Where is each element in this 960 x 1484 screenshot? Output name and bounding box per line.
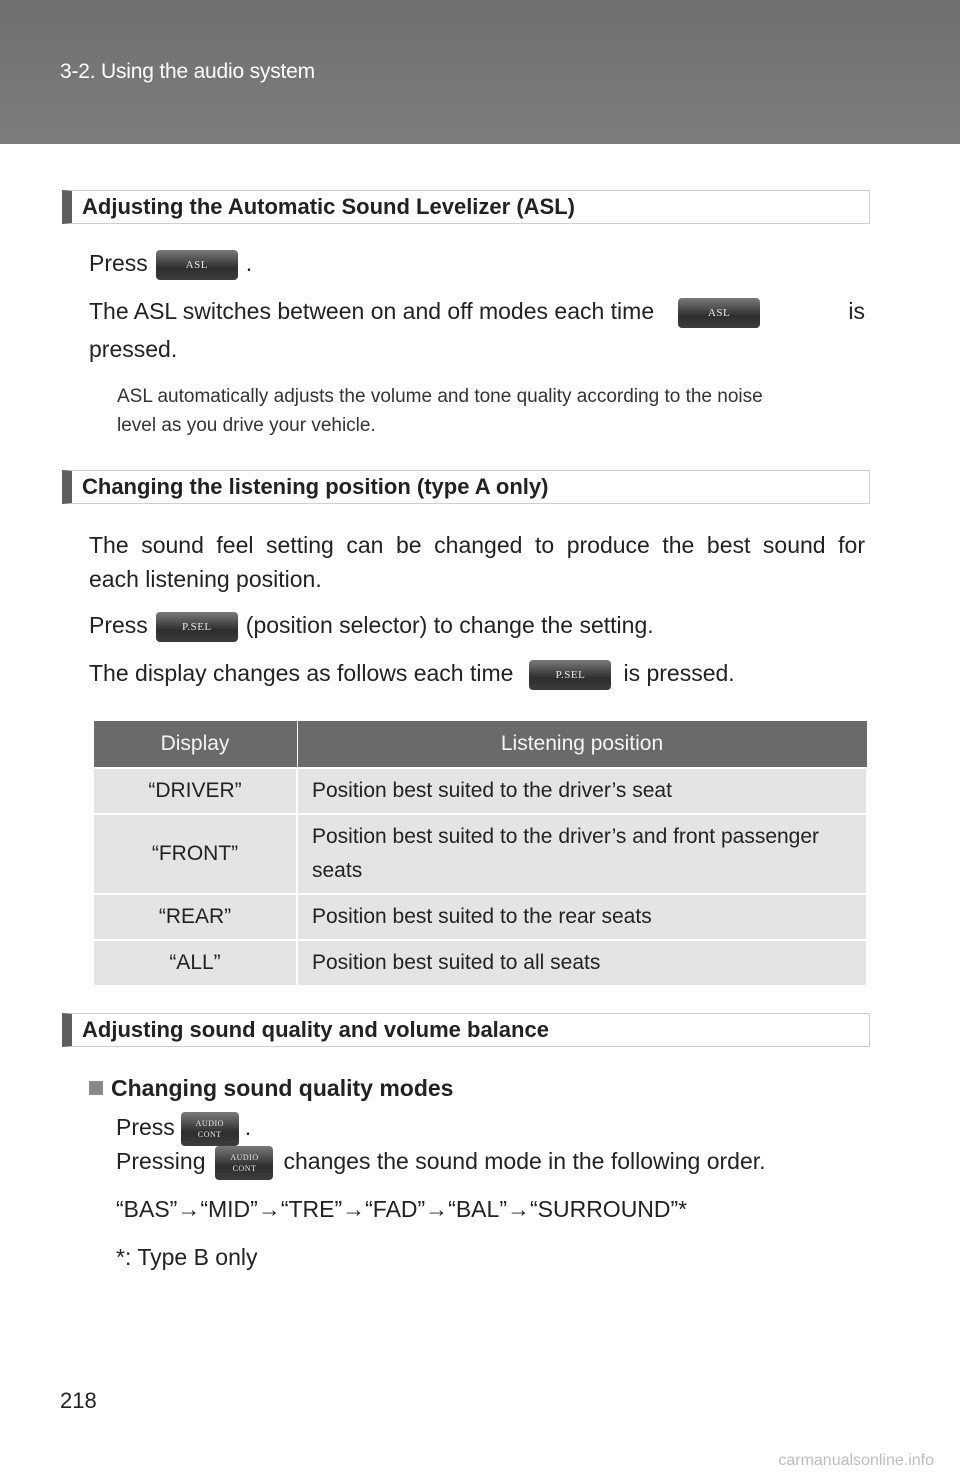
asl-note: ASL automatically adjusts the volume and tone quality according to the noise level as you drive your vehicle. bbox=[117, 386, 763, 436]
asl-button-icon: ASL bbox=[156, 250, 238, 280]
square-bullet-icon bbox=[89, 1081, 103, 1095]
page-number: 218 bbox=[60, 1388, 97, 1413]
table-header-display: Display bbox=[93, 721, 297, 769]
audio-cont-button-icon: AUDIO CONT bbox=[181, 1112, 239, 1146]
psel-button-icon: P.SEL bbox=[529, 660, 611, 690]
asl-section-title: Adjusting the Automatic Sound Levelizer (ASL) bbox=[82, 194, 575, 219]
section-title: 3-2. Using the audio system bbox=[60, 60, 315, 83]
listening-section-heading bbox=[62, 470, 870, 504]
table-header-listening: Listening position bbox=[297, 721, 867, 769]
listening-section-title: Changing the listening position (type A only) bbox=[82, 474, 549, 499]
listening-position-table bbox=[92, 720, 868, 987]
asl-switch-line-end: pressed. bbox=[89, 336, 178, 362]
table-row: “DRIVER” Position best suited to the driver’s seat bbox=[93, 768, 867, 814]
table-row: “FRONT” Position best suited to the driver’s and front passenger seats bbox=[93, 814, 867, 894]
table-row: “ALL” Position best suited to all seats bbox=[93, 940, 867, 986]
header-band bbox=[0, 0, 960, 144]
listening-press-line: Press P.SEL (position selector) to change the setting. bbox=[89, 612, 654, 642]
asl-press-line: Press ASL . bbox=[89, 250, 252, 280]
table-row: “REAR” Position best suited to the rear seats bbox=[93, 894, 867, 940]
footnote: *: Type B only bbox=[116, 1244, 258, 1270]
audio-cont-button-icon: AUDIO CONT bbox=[215, 1146, 273, 1180]
listening-intro-line1: The sound feel setting can be changed to produce the best sound for bbox=[89, 532, 865, 558]
listening-display-line: The display changes as follows each time P.SEL is pressed. bbox=[89, 660, 735, 690]
sound-mode-order: “BAS”→“MID”→“TRE”→“FAD”→“BAL”→“SURROUND”* bbox=[116, 1196, 688, 1222]
asl-section-heading bbox=[62, 190, 870, 224]
watermark: carmanualsonline.info bbox=[778, 1452, 934, 1469]
sound-subheading: Changing sound quality modes bbox=[89, 1075, 453, 1102]
psel-button-icon: P.SEL bbox=[156, 612, 238, 642]
sound-section-heading bbox=[62, 1013, 870, 1047]
sound-pressing-line: Pressing AUDIO CONT changes the sound mode in the following order. bbox=[116, 1146, 766, 1180]
asl-switch-line: The ASL switches between on and off modes each time ASL is bbox=[89, 298, 865, 328]
sound-press-line: Press AUDIO CONT . bbox=[116, 1112, 251, 1146]
asl-button-icon: ASL bbox=[678, 298, 760, 328]
listening-intro-line2: each listening position. bbox=[89, 566, 322, 592]
sound-section-title: Adjusting sound quality and volume balance bbox=[82, 1017, 549, 1042]
